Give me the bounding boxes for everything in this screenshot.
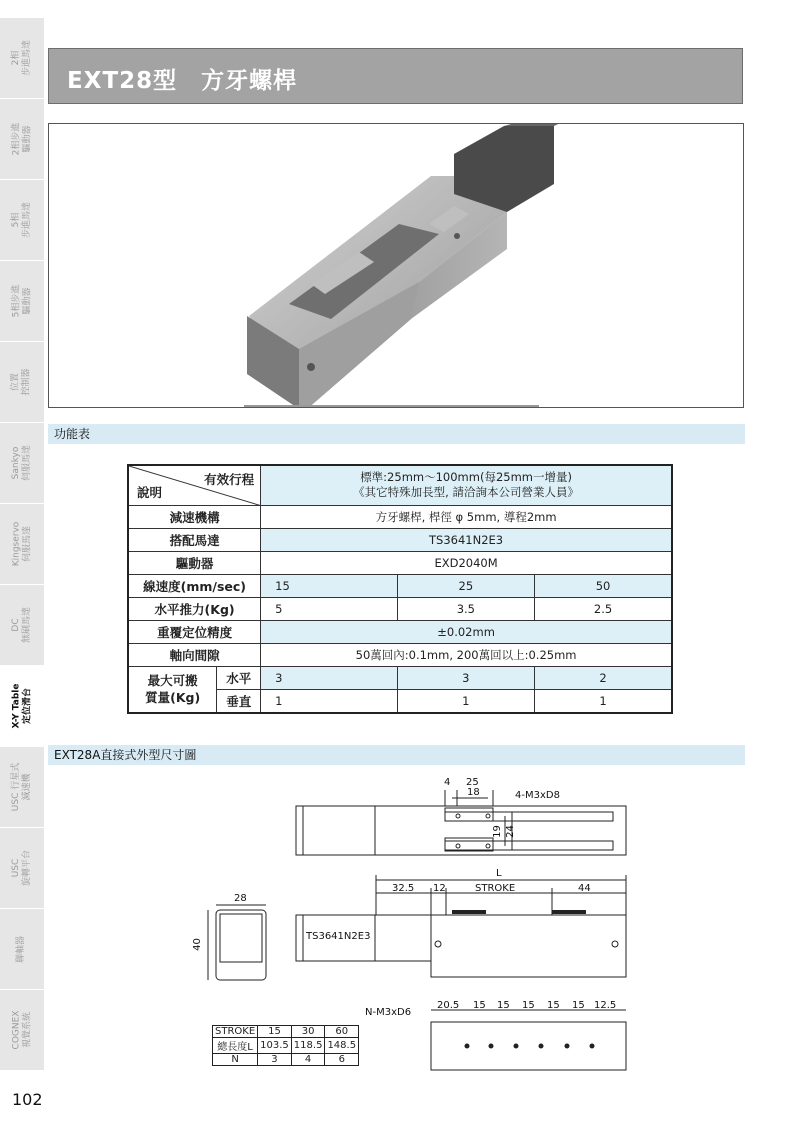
dim-L: L bbox=[496, 868, 502, 879]
row-label-thrust: 水平推力(Kg) bbox=[128, 597, 261, 620]
dim-4: 4 bbox=[444, 777, 451, 788]
stroke-table-cell: 總長度L bbox=[213, 1038, 258, 1054]
payload-vertical-label: 垂直 bbox=[217, 689, 261, 713]
row-value-motor: TS3641N2E3 bbox=[261, 528, 672, 551]
speed-value-1: 15 bbox=[261, 574, 397, 597]
description-header-label: 說明 bbox=[137, 484, 163, 500]
payload-horizontal-3: 2 bbox=[535, 666, 672, 689]
row-label-reduction: 減速機構 bbox=[128, 505, 261, 528]
speed-value-2: 25 bbox=[397, 574, 534, 597]
stroke-value-line2: 《其它特殊加長型, 請洽詢本公司營業人員》 bbox=[353, 485, 579, 500]
stroke-table-header: 15 bbox=[258, 1026, 292, 1038]
stroke-table-cell: 118.5 bbox=[291, 1038, 325, 1054]
stroke-table-header: STROKE bbox=[213, 1026, 258, 1038]
stroke-length-table bbox=[212, 1025, 359, 1066]
sidebar-tab-2phase-motor[interactable]: 2相 步進馬達 bbox=[0, 18, 44, 99]
dim-18: 18 bbox=[467, 787, 480, 798]
sidebar-tab-xy-table[interactable]: X-Y Table 定位滑台 bbox=[0, 666, 44, 747]
bottom-dim-7: 12.5 bbox=[594, 1000, 617, 1011]
stroke-table-cell: N bbox=[213, 1054, 258, 1066]
sidebar-tab-usc-rotary[interactable]: USC 旋轉平台 bbox=[0, 828, 44, 909]
bottom-dim-4: 15 bbox=[522, 1000, 535, 1011]
dim-19: 19 bbox=[491, 825, 503, 838]
sidebar-tab-5phase-motor[interactable]: 5相 步進馬達 bbox=[0, 180, 44, 261]
sidebar-tab-usc-gearbox[interactable]: USC 行星式 減速機 bbox=[0, 747, 44, 828]
sidebar-tab-cognex[interactable]: COGNEX 視覺系統 bbox=[0, 990, 44, 1071]
sidebar-tab-kingservo[interactable]: Kingservo 伺服馬達 bbox=[0, 504, 44, 585]
bottom-dim-6: 15 bbox=[572, 1000, 585, 1011]
row-label-backlash: 軸向間隙 bbox=[128, 643, 261, 666]
payload-vertical-1: 1 bbox=[261, 689, 397, 713]
stroke-table-header: 60 bbox=[325, 1026, 359, 1038]
row-value-driver: EXD2040M bbox=[261, 551, 672, 574]
dim-44: 44 bbox=[578, 883, 591, 894]
payload-horizontal-1: 3 bbox=[261, 666, 397, 689]
stroke-table-header: 30 bbox=[291, 1026, 325, 1038]
row-value-backlash: 50萬回內:0.1mm, 200萬回以上:0.25mm bbox=[261, 643, 672, 666]
dim-40: 40 bbox=[191, 938, 203, 951]
sidebar-tab-position-controller[interactable]: 位置 控制器 bbox=[0, 342, 44, 423]
dim-stroke: STROKE bbox=[475, 883, 516, 894]
dim-12: 12 bbox=[433, 883, 446, 894]
sidebar-tab-5phase-driver[interactable]: 5相步進 驅動器 bbox=[0, 261, 44, 342]
speed-value-3: 50 bbox=[535, 574, 672, 597]
stroke-value-line1: 標準:25mm～100mm(每25mm一增量) bbox=[360, 470, 572, 485]
tap-bottom: N-M3xD6 bbox=[365, 1007, 412, 1018]
bottom-dim-1: 20.5 bbox=[437, 1000, 460, 1011]
thrust-value-1: 5 bbox=[261, 597, 397, 620]
stroke-table-cell: 6 bbox=[325, 1054, 359, 1066]
payload-horizontal-label: 水平 bbox=[217, 666, 261, 689]
dim-32-5: 32.5 bbox=[392, 883, 415, 894]
bottom-dim-2: 15 bbox=[473, 1000, 486, 1011]
motor-model-label: TS3641N2E3 bbox=[306, 931, 371, 942]
row-label-motor: 搭配馬達 bbox=[128, 528, 261, 551]
drawing-section-header: EXT28A直接式外型尺寸圖 bbox=[48, 745, 745, 765]
bottom-dim-3: 15 bbox=[497, 1000, 510, 1011]
row-label-payload: 最大可搬 質量(Kg) bbox=[128, 666, 217, 713]
stroke-table-cell: 103.5 bbox=[258, 1038, 292, 1054]
payload-horizontal-2: 3 bbox=[397, 666, 534, 689]
row-label-repeatability: 重覆定位精度 bbox=[128, 620, 261, 643]
dim-24: 24 bbox=[504, 825, 516, 838]
payload-vertical-3: 1 bbox=[535, 689, 672, 713]
dim-28: 28 bbox=[234, 893, 247, 904]
page-title: EXT28型 方牙螺桿 bbox=[67, 68, 298, 94]
stroke-header-label: 有效行程 bbox=[204, 472, 255, 487]
row-value-reduction: 方牙螺桿, 桿徑 φ 5mm, 導程2mm bbox=[261, 505, 672, 528]
row-label-speed: 線速度(mm/sec) bbox=[128, 574, 261, 597]
row-value-repeatability: ±0.02mm bbox=[261, 620, 672, 643]
stroke-table-cell: 4 bbox=[291, 1054, 325, 1066]
stroke-table-cell: 3 bbox=[258, 1054, 292, 1066]
sidebar-tab-dc-brushless[interactable]: DC 無刷馬達 bbox=[0, 585, 44, 666]
stroke-table-cell: 148.5 bbox=[325, 1038, 359, 1054]
spec-section-header: 功能表 bbox=[48, 424, 745, 444]
sidebar-tab-2phase-driver[interactable]: 2相步進 驅動器 bbox=[0, 99, 44, 180]
payload-vertical-2: 1 bbox=[397, 689, 534, 713]
thrust-value-2: 3.5 bbox=[397, 597, 534, 620]
tap-top: 4-M3xD8 bbox=[515, 790, 560, 801]
page-number: 102 bbox=[12, 1090, 43, 1109]
bottom-dim-5: 15 bbox=[547, 1000, 560, 1011]
row-label-driver: 驅動器 bbox=[128, 551, 261, 574]
sidebar-tab-coupling[interactable]: 聯軸器 bbox=[0, 909, 44, 990]
dim-25: 25 bbox=[466, 777, 479, 788]
sidebar-tab-sankyo[interactable]: Sankyo 伺服馬達 bbox=[0, 423, 44, 504]
thrust-value-3: 2.5 bbox=[535, 597, 672, 620]
